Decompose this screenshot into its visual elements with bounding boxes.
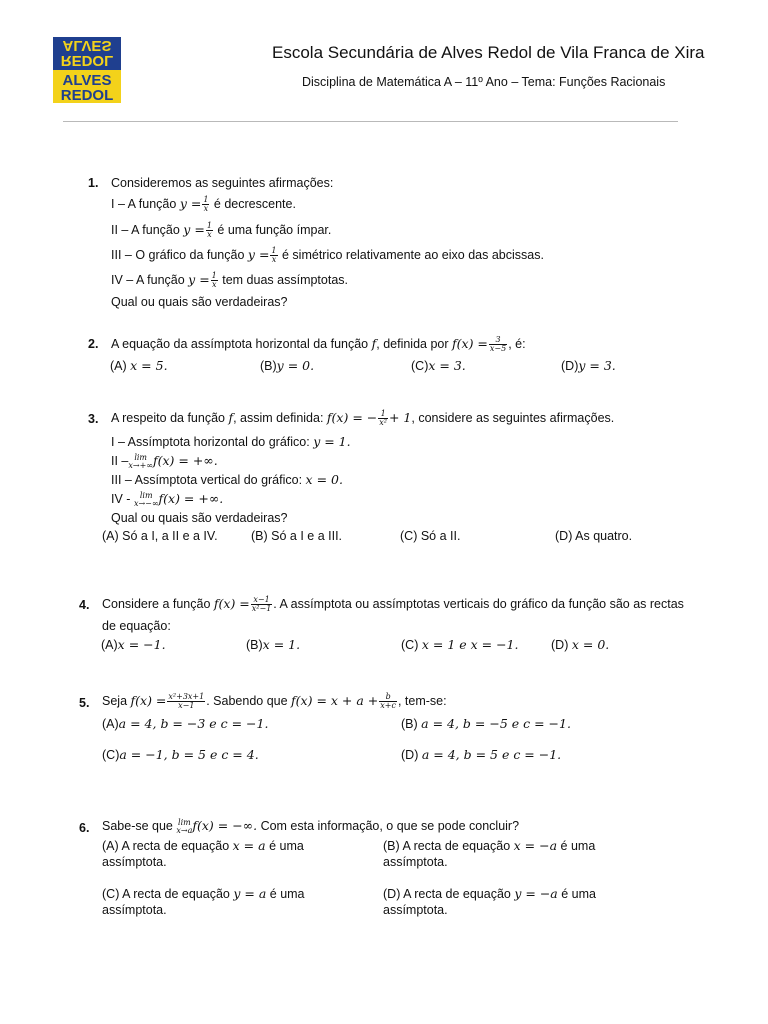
q5-option-b[interactable]: (B) a = 4, b = −5 e c = −1. (401, 716, 571, 731)
q4-option-b[interactable]: (B)x = 1. (246, 637, 301, 652)
q5-option-c[interactable]: (C)a = −1, b = 5 e c = 4. (102, 747, 259, 762)
q1-item-4: IV – A função y = $\frac{1}{x}$ tem duas assímptotas. (111, 271, 349, 290)
q4-option-c[interactable]: (C) x = 1 e x = −1. (401, 637, 519, 652)
q3-option-c[interactable]: (C) Só a II. (400, 529, 461, 543)
school-name: Escola Secundária de Alves Redol de Vila Franca de Xira (272, 43, 705, 62)
q6-text: Sabe-se que lim x→a f(x) = −∞. Com esta informação, o que se pode concluir? (102, 817, 520, 835)
q3-option-a[interactable]: (A) Só a I, a II e a IV. (102, 529, 218, 543)
q1-item-2: II – A função y = $\frac{1}{x}$ é uma função ímpar. (111, 221, 332, 240)
q4-option-a[interactable]: (A)x = −1. (101, 637, 166, 652)
q3-number: 3. (88, 412, 99, 426)
svg-text:REDOL: REDOL (60, 52, 114, 69)
q5-number: 5. (79, 696, 90, 710)
subject-line: Disciplina de Matemática A – 11º Ano – Tema: Funções Racionais (302, 75, 666, 89)
q2-option-d[interactable]: (D)y = 3. (561, 358, 616, 373)
q1-intro: Consideremos as seguintes afirmações: (111, 176, 334, 190)
q2-text: A equação da assímptota horizontal da função f, definida por f(x) = $\frac{3}{x-5}$ , é: (111, 335, 526, 354)
q3-option-d[interactable]: (D) As quatro. (555, 529, 633, 543)
svg-text:REDOL: REDOL (60, 87, 114, 103)
q3-item-2: II – lim x→+∞ f(x) = +∞. (111, 452, 218, 470)
q3-question: Qual ou quais são verdadeiras? (111, 511, 288, 525)
q1-question: Qual ou quais são verdadeiras? (111, 295, 288, 309)
q1-item-3: III – O gráfico da função y = $\frac{1}{x}$ é simétrico relativamente ao eixo das abcissas. (111, 246, 544, 265)
q4-text-line2: de equação: (102, 619, 171, 633)
header-divider (63, 121, 678, 122)
q5-option-a[interactable]: (A)a = 4, b = −3 e c = −1. (102, 716, 269, 731)
svg-text:ALVES: ALVES (62, 72, 112, 89)
q6-option-d[interactable]: (D) A recta de equação y = −a é uma assímptota. (383, 886, 596, 917)
q6-number: 6. (79, 821, 90, 835)
q4-option-d[interactable]: (D) x = 0. (551, 637, 610, 652)
q4-number: 4. (79, 598, 90, 612)
q2-option-b[interactable]: (B)y = 0. (260, 358, 315, 373)
school-logo (53, 37, 121, 103)
svg-text:ALVES: ALVES (62, 37, 112, 54)
q5-option-d[interactable]: (D) a = 4, b = 5 e c = −1. (401, 747, 562, 762)
q2-option-a[interactable]: (A) x = 5. (110, 358, 168, 373)
q6-option-c[interactable]: (C) A recta de equação y = a é uma assímptota. (102, 886, 305, 917)
q3-item-4: IV - lim x→−∞ f(x) = +∞. (111, 490, 224, 508)
q2-number: 2. (88, 337, 99, 351)
q3-item-3: III – Assímptota vertical do gráfico: x = 0. (111, 472, 343, 487)
q1-number: 1. (88, 176, 99, 190)
q3-item-1: I – Assímptota horizontal do gráfico: y = 1. (111, 434, 351, 449)
q6-option-a[interactable]: (A) A recta de equação x = a é uma assímptota. (102, 838, 304, 869)
q3-text: A respeito da função f, assim definida: f(x) = − $\frac{1}{\text{x²}}$ + 1, considere as seguintes afirmações. (111, 409, 615, 428)
q3-option-b[interactable]: (B) Só a I e a III. (251, 529, 343, 543)
q5-text: Seja f(x) = $\frac{\text{x²+3x+1}}{x-1}$ . Sabendo que f(x) = x + a + $\frac{b}{x+c}$ , tem-se: (102, 692, 447, 711)
q1-item-1: I – A função y = $\frac{1}{x}$ é decrescente. (111, 195, 296, 214)
q4-text: Considere a função f(x) = $\frac{x-1}{\text{x²−1}}$ . A assímptota ou assímptotas verticais do gráfico da função são as rectas (102, 595, 684, 614)
q2-option-c[interactable]: (C)x = 3. (411, 358, 466, 373)
q6-option-b[interactable]: (B) A recta de equação x = −a é uma assímptota. (383, 838, 596, 869)
